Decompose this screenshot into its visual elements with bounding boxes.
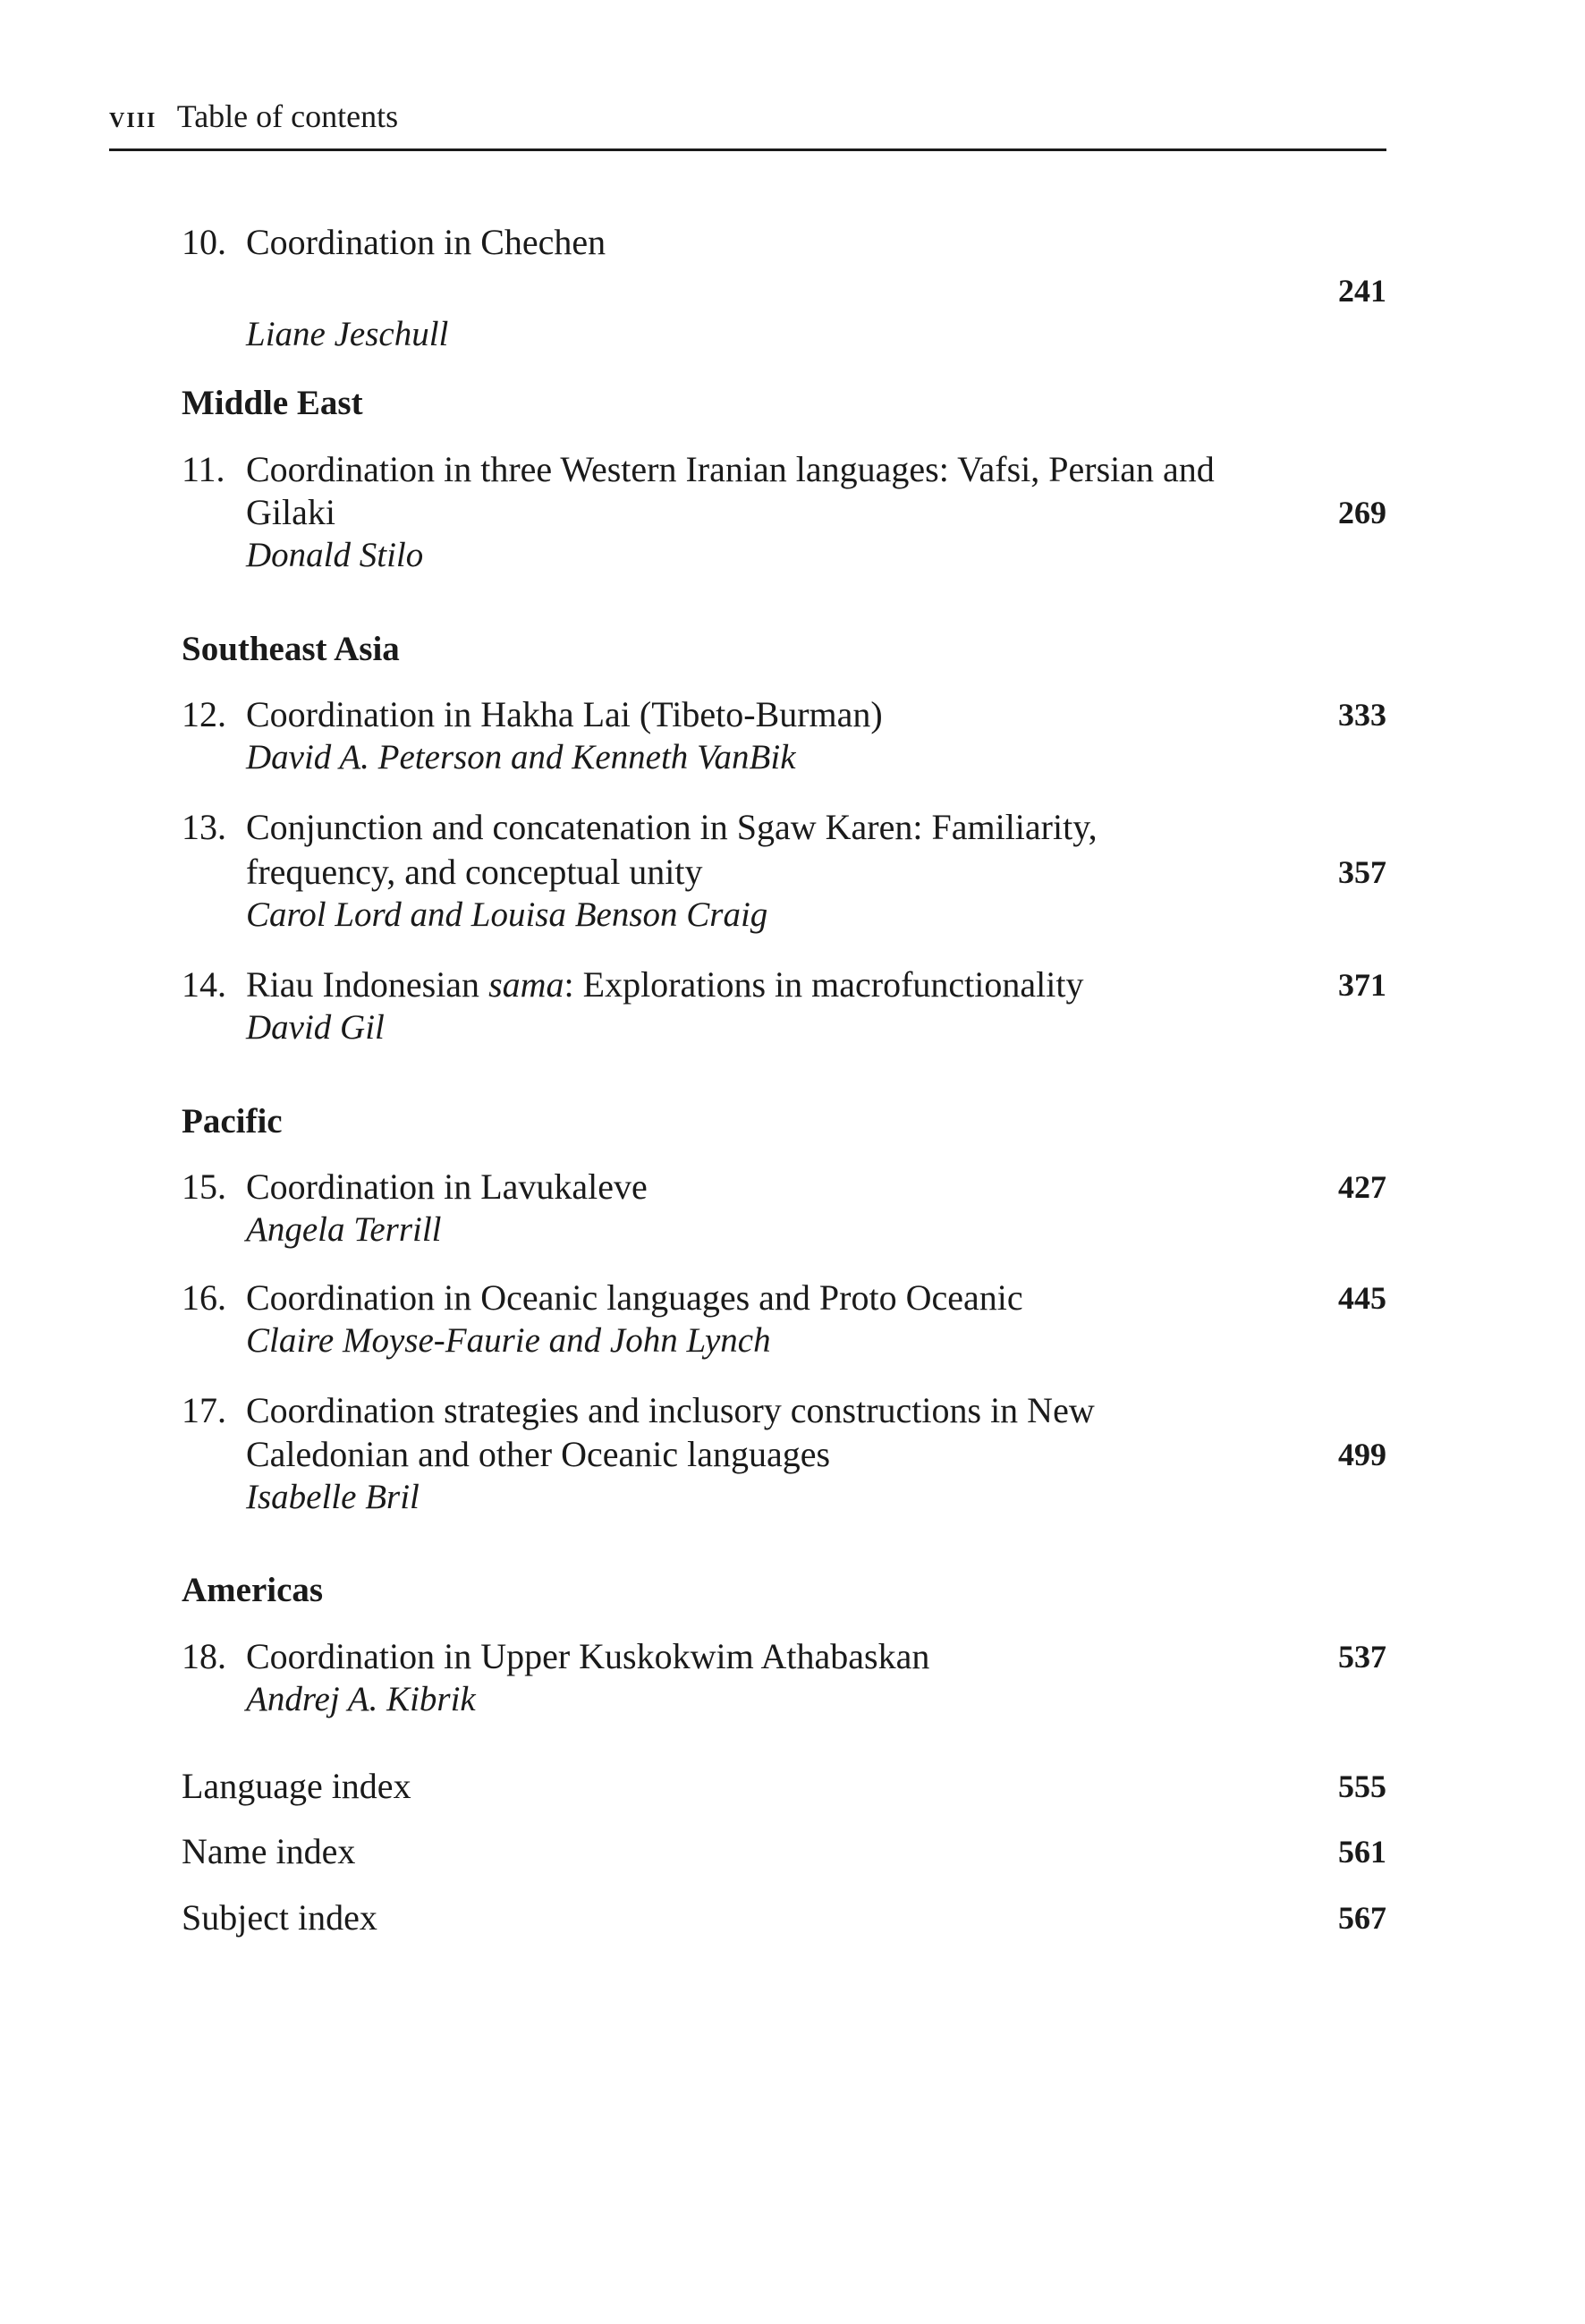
entry-title-line-2: frequency, and conceptual unity [246,852,703,892]
entry-title-line-1: Coordination strategies and inclusory constructions in New [246,1390,1095,1430]
entry-number: 18. [182,1636,226,1676]
entry-number: 16. [182,1277,226,1318]
entry-page: 333 [1338,697,1386,733]
index-page: 567 [1338,1900,1386,1936]
entry-number: 17. [182,1390,226,1430]
entry-number: 14. [182,964,226,1005]
entry-author: Carol Lord and Louisa Benson Craig [246,895,768,934]
entry-author: David Gil [246,1008,385,1047]
entry-title: Coordination in Lavukaleve [246,1166,648,1207]
entry-title [246,963,1084,1007]
running-title: Table of contents [176,98,399,134]
entry-page: 371 [1338,967,1386,1003]
index-page: 561 [1338,1834,1386,1870]
entry-page: 499 [1338,1437,1386,1472]
entry-number: 11. [182,449,225,489]
section-heading-southeast-asia: Southeast Asia [182,630,400,668]
section-heading-americas: Americas [182,1571,324,1609]
entry-author: David A. Peterson and Kenneth VanBik [246,738,796,776]
entry-title-pre: Riau Indonesian [246,964,489,1005]
entry-page: 445 [1338,1280,1386,1316]
folio: viii [109,101,157,134]
entry-title: Coordination in Hakha Lai (Tibeto-Burman) [246,694,883,734]
section-heading-middle-east: Middle East [182,384,363,422]
entry-page: 427 [1338,1169,1386,1205]
entry-author: Liane Jeschull [246,315,449,353]
entry-title-post: : Explorations in macrofunctionality [564,964,1084,1005]
entry-title-line-2: Caledonian and other Oceanic languages [246,1434,831,1474]
index-label: Language index [182,1766,411,1806]
entry-title: Coordination in Chechen [246,222,606,262]
index-label: Subject index [182,1897,377,1938]
entry-number: 10. [182,222,226,262]
entry-page: 269 [1338,495,1386,530]
entry-author: Isabelle Bril [246,1478,420,1516]
entry-author: Claire Moyse-Faurie and John Lynch [246,1321,771,1360]
entry-author: Angela Terrill [246,1210,442,1249]
entry-title-line-1: Conjunction and concatenation in Sgaw Karen: Familiarity, [246,807,1098,847]
entry-page: 357 [1338,854,1386,890]
entry-title-line-1: Coordination in three Western Iranian languages: Vafsi, Persian and [246,449,1215,489]
header-rule [109,148,1386,151]
entry-page: 241 [1338,273,1386,309]
entry-author: Donald Stilo [246,536,424,574]
entry-number: 13. [182,807,226,847]
entry-number: 12. [182,694,226,734]
entry-author: Andrej A. Kibrik [246,1680,476,1718]
entry-title-italic: sama [488,964,564,1005]
index-page: 555 [1338,1768,1386,1804]
entry-title: Coordination in Upper Kuskokwim Athabaskan [246,1636,930,1676]
entry-title-line-2: Gilaki [246,492,335,532]
running-head [109,97,398,138]
entry-number: 15. [182,1166,226,1207]
entry-title: Coordination in Oceanic languages and Proto Oceanic [246,1277,1023,1318]
section-heading-pacific: Pacific [182,1102,283,1141]
entry-page: 537 [1338,1639,1386,1675]
index-label: Name index [182,1831,356,1871]
